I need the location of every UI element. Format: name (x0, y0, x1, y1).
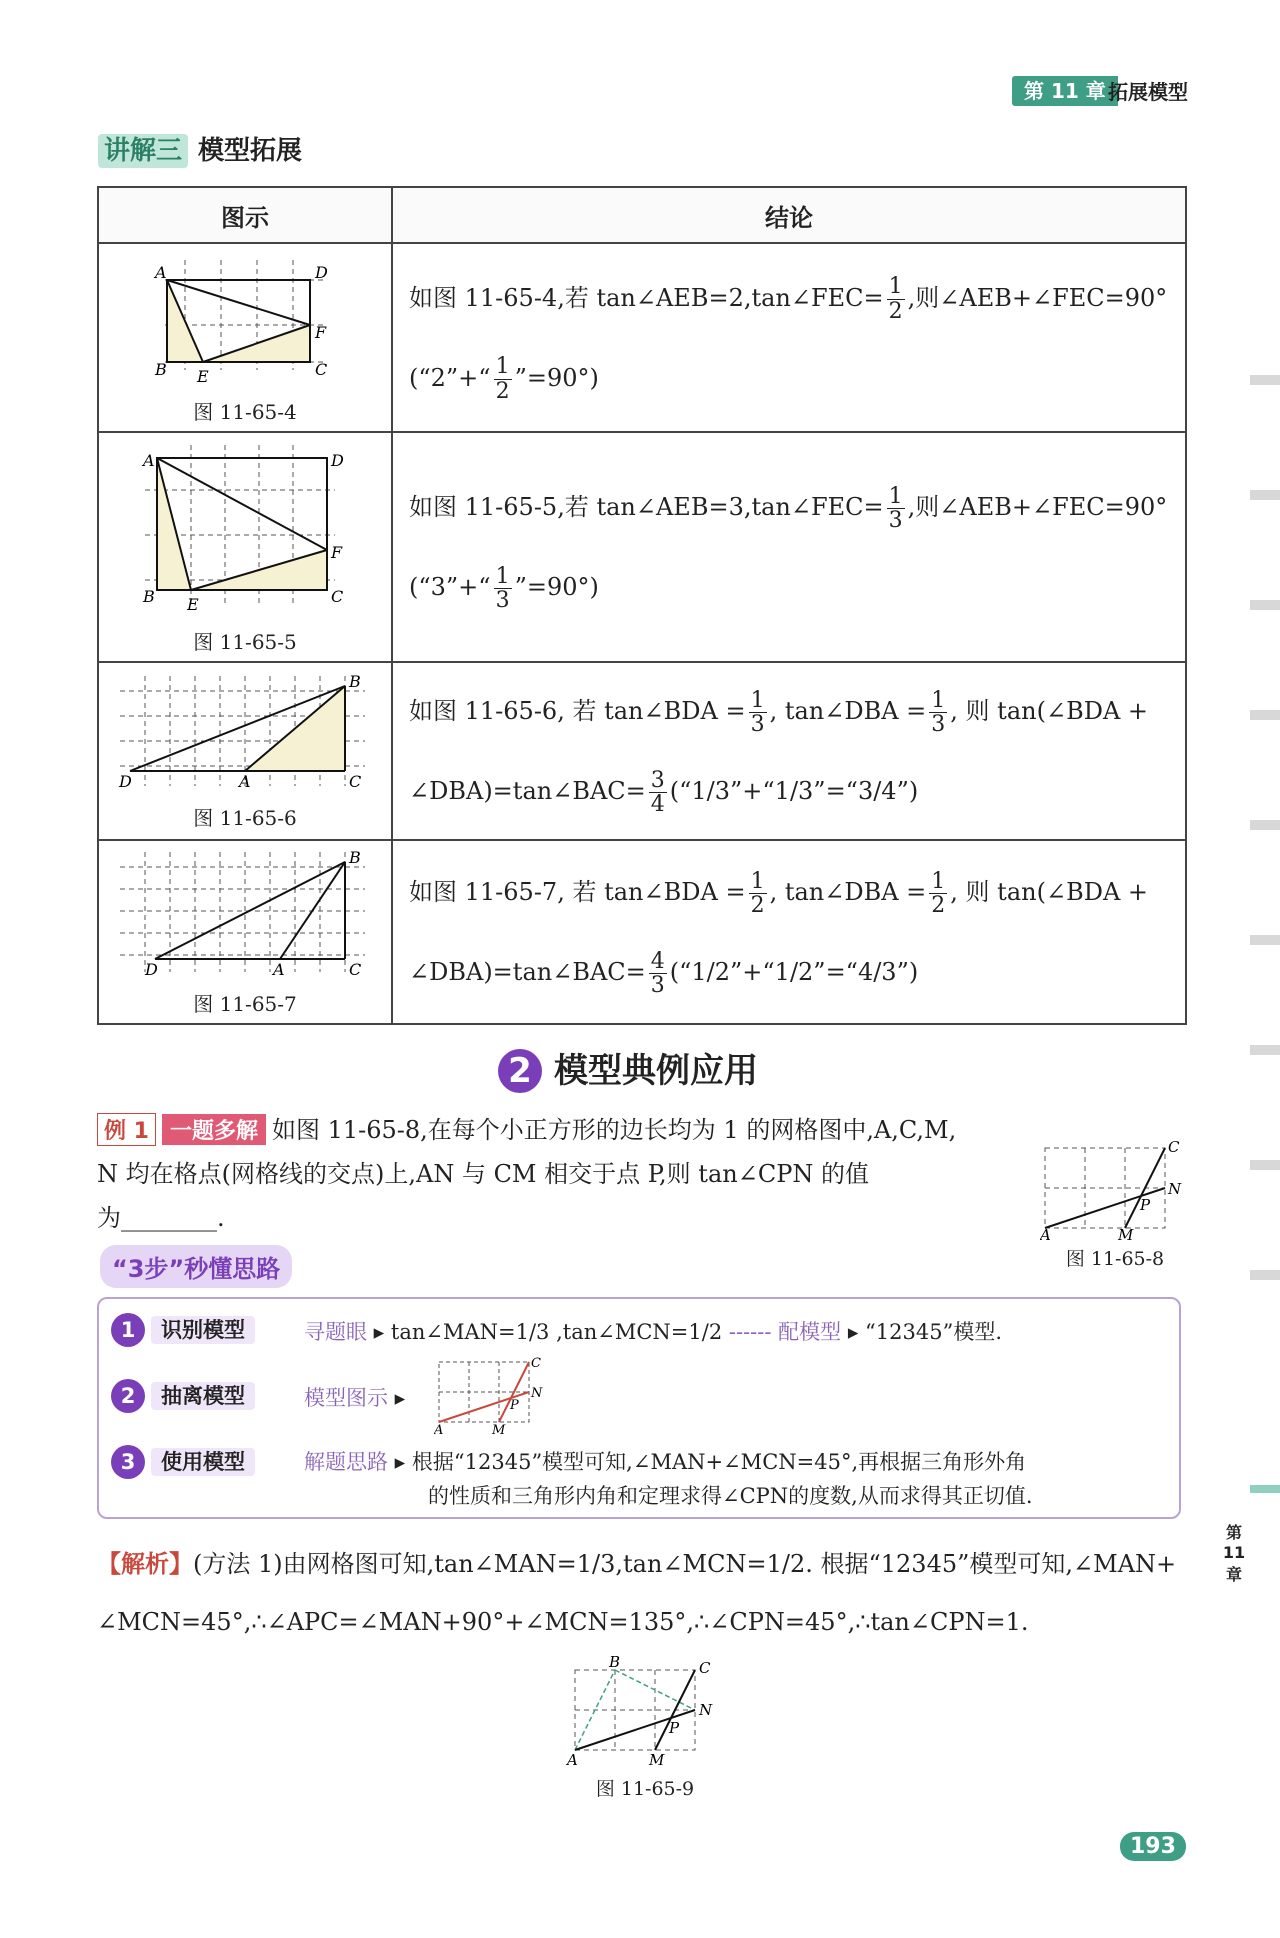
step-hint: 寻题眼 (304, 1320, 367, 1344)
solution-line: (方法 1)由网格图可知,tan∠MAN=1/3,tan∠MCN=1/2. 根据“12345”模型可知,∠MAN+ (193, 1550, 1177, 1578)
example-line: 如图 11-65-8,在每个小正方形的边长均为 1 的网格图中,A,C,M, (271, 1116, 957, 1144)
fraction: $\frac{1}{3}$ (888, 483, 903, 533)
example-line: 为________. (97, 1204, 225, 1232)
figure-caption: 图 11-65-7 (193, 992, 297, 1016)
svg-text:N: N (1168, 1180, 1182, 1198)
step-name: 识别模型 (151, 1316, 255, 1344)
chapter-tag: 第 11 章 (1012, 76, 1118, 106)
conclusion-text: 如图 11-65-6, 若 tan∠BDA = (409, 697, 746, 725)
note-text: (“1/2”+“1/2”=“4/3”) (669, 958, 919, 986)
model-table (97, 186, 1187, 1025)
step-2 (111, 1379, 255, 1413)
svg-text:C: C (349, 960, 362, 979)
step-1 (111, 1313, 255, 1347)
conclusion-cell (392, 432, 1186, 662)
svg-text:A: A (567, 1751, 578, 1769)
svg-text:M: M (649, 1751, 665, 1769)
multi-solution-tag: 一题多解 (162, 1114, 266, 1145)
svg-text:B: B (143, 586, 155, 606)
conclusion-text: ,则∠AEB+∠FEC=90° (907, 493, 1168, 521)
solution (97, 1535, 1197, 1651)
fraction: $\frac{1}{3}$ (495, 563, 510, 613)
figure-caption: 图 11-65-8 (1065, 1248, 1165, 1270)
svg-text:F: F (331, 542, 343, 562)
svg-text:C: C (331, 586, 344, 606)
figure-11-65-9 (565, 1655, 725, 1770)
figure-caption: 图 11-65-9 (595, 1778, 695, 1800)
svg-text:A: A (273, 960, 285, 979)
figure-11-65-6 (115, 671, 375, 796)
solution-label: 【解析】 (97, 1550, 193, 1578)
svg-text:E: E (197, 367, 209, 386)
figure-caption: 图 11-65-6 (193, 806, 297, 830)
page-edge-mark (1250, 490, 1280, 500)
page-edge-mark (1250, 1270, 1280, 1280)
step-name: 使用模型 (151, 1448, 255, 1476)
svg-text:C: C (349, 772, 362, 791)
fraction: $\frac{1}{2}$ (495, 354, 510, 404)
page-edge-mark (1250, 1485, 1280, 1493)
page-edge-mark (1250, 710, 1280, 720)
note-text: (“2”+“ (409, 363, 491, 392)
step-content: tan∠MAN=1/3 ,tan∠MCN=1/2 (390, 1320, 723, 1344)
page-edge-mark (1250, 600, 1280, 610)
part-title: 模型典例应用 (554, 1051, 758, 1091)
chapter-side-label: 第11章 (1222, 1523, 1246, 1584)
svg-text:N: N (699, 1701, 713, 1719)
model-diagram (434, 1357, 544, 1437)
figure-cell (98, 243, 392, 432)
figure-11-65-8 (1040, 1140, 1190, 1240)
svg-text:B: B (155, 360, 167, 379)
svg-text:P: P (1140, 1196, 1151, 1214)
conclusion-text: , tan∠DBA = (769, 697, 927, 725)
fraction: $\frac{1}{2}$ (750, 868, 765, 918)
svg-text:A: A (143, 450, 155, 470)
svg-text:A: A (239, 772, 251, 791)
figure-cell (98, 662, 392, 840)
svg-text:D: D (331, 450, 344, 470)
example-line: N 均在格点(网格线的交点)上,AN 与 CM 相交于点 P,则 tan∠CPN 的值 (97, 1160, 869, 1188)
svg-text:A: A (434, 1423, 444, 1437)
page-edge-mark (1250, 1160, 1280, 1170)
step-number: 2 (111, 1379, 145, 1413)
conclusion-text: ,则∠AEB+∠FEC=90° (907, 283, 1168, 312)
fraction: $\frac{1}{3}$ (750, 687, 765, 737)
svg-text:N: N (531, 1386, 543, 1401)
svg-text:P: P (669, 1719, 680, 1737)
step-number: 3 (111, 1445, 145, 1479)
conclusion-text: , 则 tan(∠BDA + (950, 878, 1149, 906)
svg-text:B: B (349, 672, 361, 691)
svg-text:D: D (119, 772, 132, 791)
page-edge-mark (1250, 375, 1280, 385)
figure-11-65-5 (135, 440, 355, 620)
svg-text:M: M (492, 1423, 506, 1437)
figure-11-65-7 (115, 847, 375, 982)
fraction: $\frac{3}{4}$ (650, 767, 665, 817)
step-name: 抽离模型 (151, 1382, 255, 1410)
svg-text:A: A (1040, 1226, 1051, 1240)
example-text (97, 1108, 1027, 1240)
conclusion-text: , 则 tan(∠BDA + (950, 697, 1149, 725)
figure-caption: 图 11-65-4 (193, 400, 297, 424)
svg-text:A: A (155, 263, 167, 282)
section-heading: 模型拓展 (198, 136, 303, 166)
steps-box (97, 1297, 1181, 1519)
step-link: 配模型 (778, 1320, 842, 1344)
figure-cell (98, 432, 392, 662)
step-number: 1 (111, 1313, 145, 1347)
svg-text:E: E (187, 594, 199, 614)
step-hint: 解题思路 (304, 1450, 388, 1474)
svg-text:M: M (1118, 1226, 1134, 1240)
fraction: $\frac{1}{2}$ (931, 868, 946, 918)
conclusion-text: ∠DBA)=tan∠BAC= (409, 777, 646, 805)
conclusion-text: , tan∠DBA = (769, 878, 927, 906)
page-edge-mark (1250, 1045, 1280, 1055)
note-text: (“1/3”+“1/3”=“3/4”) (669, 777, 919, 805)
chapter-name: 拓展模型 (1108, 80, 1188, 104)
page-number: 193 (1120, 1832, 1186, 1861)
section-label: 讲解三 (98, 134, 188, 168)
figure-cell (98, 840, 392, 1024)
step-2-text: 模型图示 ▸ (304, 1386, 406, 1410)
svg-text:C: C (531, 1357, 541, 1371)
step-result: “12345”模型. (865, 1320, 1002, 1344)
step-content: 根据“12345”模型可知,∠MAN+∠MCN=45°,再根据三角形外角 (411, 1450, 1027, 1474)
steps-title: “3步”秒懂思路 (100, 1245, 292, 1288)
example-label: 例 1 (97, 1113, 156, 1146)
conclusion-text: 如图 11-65-4,若 tan∠AEB=2,tan∠FEC= (409, 283, 884, 312)
step-1-text: 寻题眼 ▸ tan∠MAN=1/3 ,tan∠MCN=1/2 ------ 配模型 ▸ “12345”模型. (304, 1320, 1002, 1344)
section-title (98, 130, 302, 167)
svg-text:F: F (315, 323, 327, 342)
svg-text:B: B (349, 848, 361, 867)
note-text: (“3”+“ (409, 573, 491, 601)
svg-text:P: P (510, 1398, 519, 1413)
svg-text:D: D (315, 263, 328, 282)
solution-line: ∠MCN=45°,∴∠APC=∠MAN+90°+∠MCN=135°,∴∠CPN=45°,∴tan∠CPN=1. (97, 1608, 1029, 1636)
fraction: $\frac{1}{2}$ (888, 274, 903, 324)
step-3 (111, 1445, 255, 1479)
figure-11-65-8-wrap (1040, 1140, 1190, 1271)
figure-11-65-4 (145, 250, 345, 390)
fraction: $\frac{1}{3}$ (931, 687, 946, 737)
step-hint: 模型图示 (304, 1386, 388, 1410)
step-3-text: 解题思路 ▸ 根据“12345”模型可知,∠MAN+∠MCN=45°,再根据三角形外角 的性质和三角形内角和定理求得∠CPN的度数,从而求得其正切值. (304, 1450, 1033, 1508)
page-edge-mark (1250, 820, 1280, 830)
conclusion-cell (392, 243, 1186, 432)
conclusion-text: 如图 11-65-5,若 tan∠AEB=3,tan∠FEC= (409, 493, 884, 521)
figure-caption: 图 11-65-5 (193, 629, 297, 654)
part-heading (498, 1043, 758, 1093)
svg-text:C: C (699, 1659, 711, 1677)
step-content: 的性质和三角形内角和定理求得∠CPN的度数,从而求得其正切值. (428, 1484, 1033, 1508)
fraction: $\frac{4}{3}$ (650, 948, 665, 998)
svg-text:C: C (315, 360, 328, 379)
conclusion-text: 如图 11-65-7, 若 tan∠BDA = (409, 878, 746, 906)
conclusion-text: ∠DBA)=tan∠BAC= (409, 958, 646, 986)
note-text: ”=90°) (514, 363, 599, 392)
col-header-conclusion: 结论 (392, 187, 1186, 243)
svg-text:D: D (145, 960, 158, 979)
figure-11-65-9-wrap (565, 1655, 725, 1801)
part-number: 2 (498, 1049, 542, 1093)
page-edge-mark (1250, 935, 1280, 945)
conclusion-cell (392, 840, 1186, 1024)
svg-text:C: C (1168, 1140, 1180, 1156)
note-text: ”=90°) (514, 573, 599, 601)
svg-text:B: B (609, 1655, 621, 1671)
conclusion-cell (392, 662, 1186, 840)
col-header-figure: 图示 (98, 187, 392, 243)
